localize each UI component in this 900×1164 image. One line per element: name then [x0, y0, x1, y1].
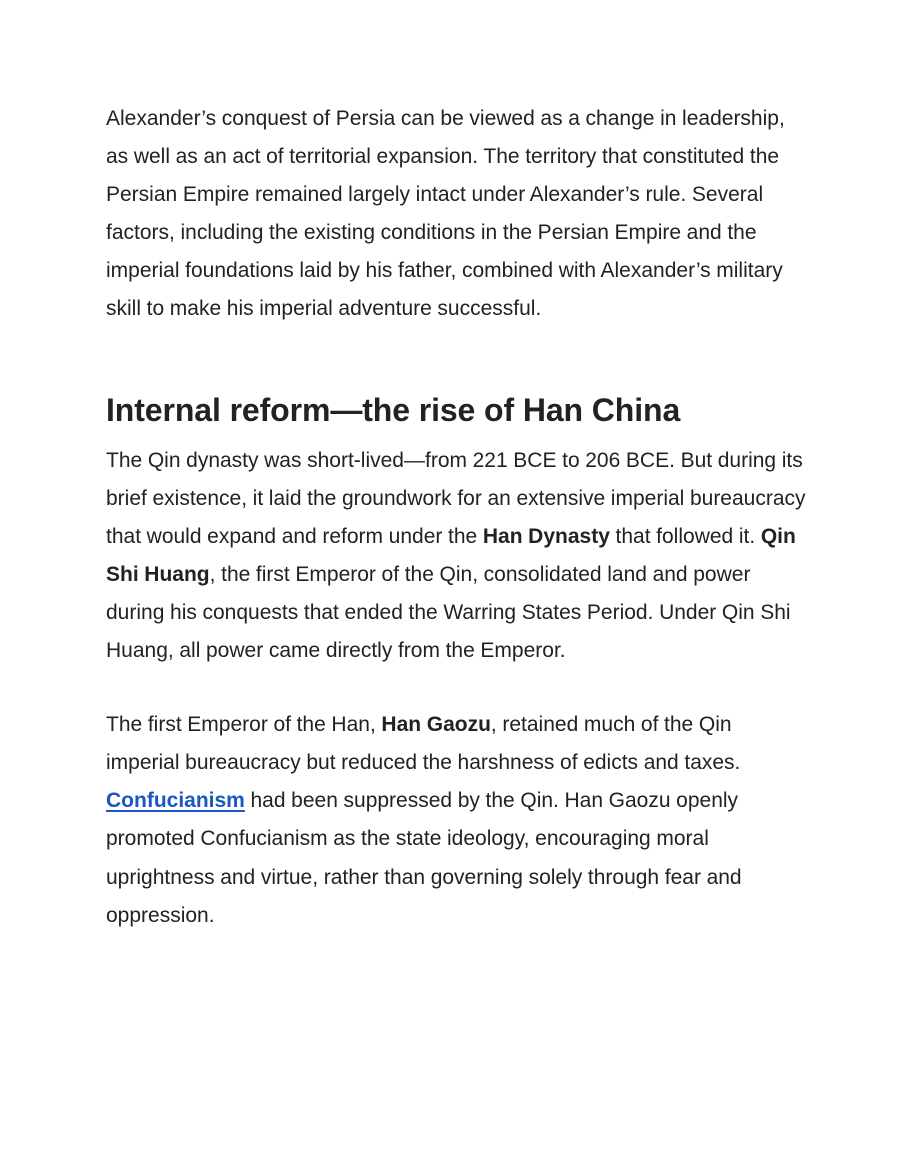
term-qin-shi-huang: Qin Shi Huang: [106, 524, 796, 586]
intro-paragraph: [106, 100, 806, 329]
intro-text: Alexander’s conquest of Persia can be viewed as a change in leadership, as well as an act of territorial expansion. The territory that constituted the Persian Empire remained largely intact under Alexander’s rule. Several factors, including the existing conditions in the Persian Empire and the imperial foundations laid by his father, combined with Alexander’s military skill to make his imperial adventure successful.: [106, 107, 785, 321]
paragraph-spacer: [106, 670, 806, 706]
term-han-dynasty: Han Dynasty: [482, 524, 610, 548]
paragraph-text: The first Emperor of the Han,: [106, 713, 382, 737]
section-spacer: [106, 329, 806, 390]
paragraph-text: that followed it.: [609, 524, 761, 548]
paragraph-text: The Qin dynasty was short-lived—from 221 BCE to 206 BCE. But during its brief existence, it laid the groundwork for an extensive imperial bureaucracy that would expand and reform under the: [106, 448, 806, 548]
qin-dynasty-paragraph: [106, 442, 806, 671]
han-gaozu-paragraph: [106, 706, 806, 935]
article-content: [106, 100, 806, 935]
paragraph-text: , the first Emperor of the Qin, consolidated land and power during his conquests that ended the Warring States Period. Under Qin Shi Huang, all power came directly from the Emperor.: [106, 562, 791, 663]
paragraph-text: had been suppressed by the Qin. Han Gaozu openly promoted Confucianism as the state ideology, encouraging moral uprightness and virtue, rather than governing solely through fear and oppression.: [106, 789, 742, 927]
section-heading: Internal reform—the rise of Han China: [106, 391, 681, 428]
term-han-gaozu: Han Gaozu: [381, 713, 491, 737]
paragraph-text: , retained much of the Qin imperial bureaucracy but reduced the harshness of edicts and taxes.: [106, 713, 741, 775]
confucianism-link[interactable]: Confucianism: [106, 789, 245, 813]
